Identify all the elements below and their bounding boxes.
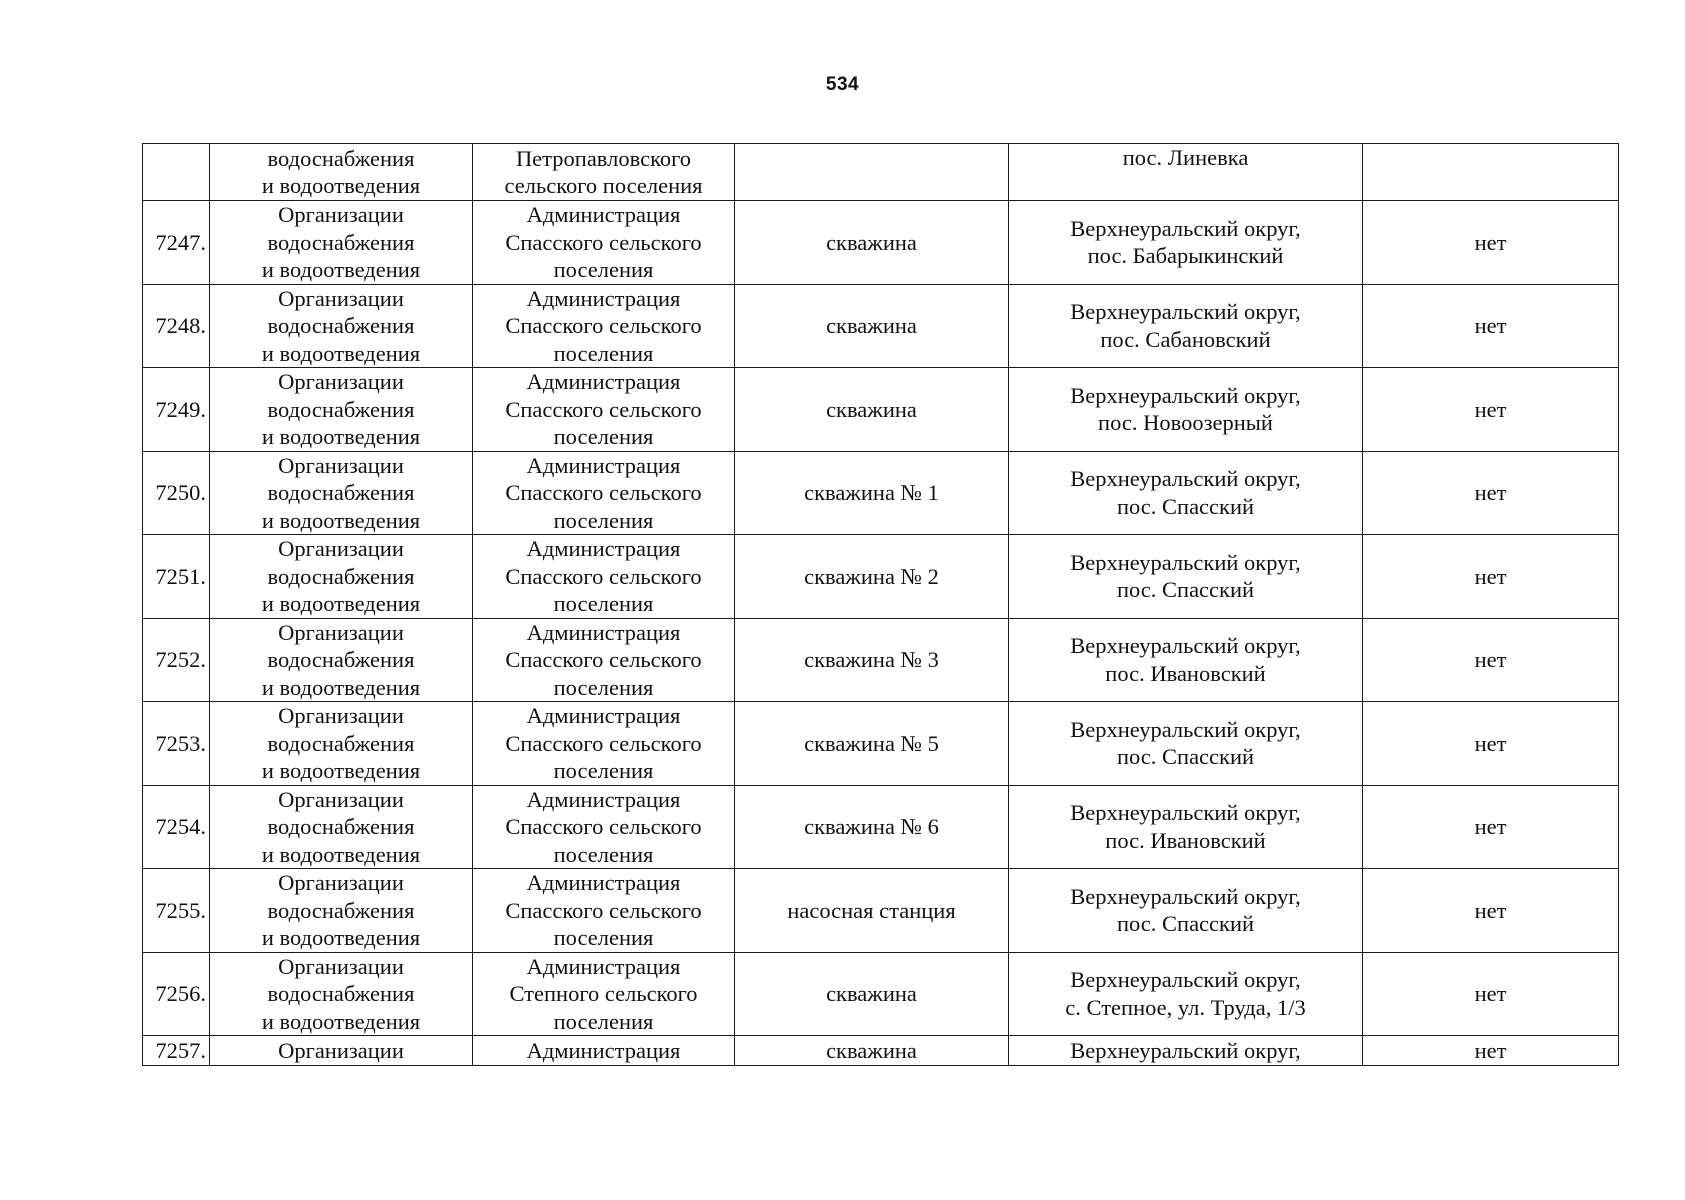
owner-cell — [473, 702, 735, 786]
table-row — [143, 368, 1619, 452]
owner-text: Администрация Спасского сельского поселения — [505, 536, 702, 616]
owner-cell — [473, 535, 735, 619]
organization-type-cell — [210, 952, 473, 1036]
row-number-cell: 7256. — [143, 952, 210, 1036]
owner-cell — [473, 869, 735, 953]
owner-cell — [473, 451, 735, 535]
flag-cell: нет — [1363, 785, 1619, 869]
row-number-cell — [143, 144, 210, 201]
page-number: 534 — [825, 74, 860, 95]
location-text: пос. Линевка — [1122, 145, 1249, 170]
location-cell — [1009, 1036, 1363, 1066]
owner-text: Администрация Спасского сельского поселения — [505, 285, 702, 366]
organization-type-cell — [210, 618, 473, 702]
organization-type-cell — [210, 702, 473, 786]
location-cell — [1009, 451, 1363, 535]
row-number-cell: 7249. — [143, 368, 210, 452]
row-number-cell: 7248. — [143, 284, 210, 368]
table-row — [143, 535, 1619, 619]
object-cell — [735, 144, 1009, 201]
flag-cell: нет — [1363, 368, 1619, 452]
registry-table — [142, 143, 1619, 1066]
table-row — [143, 451, 1619, 535]
row-number-cell: 7253. — [143, 702, 210, 786]
organization-type-cell — [210, 535, 473, 619]
flag-cell: нет — [1363, 702, 1619, 786]
owner-cell — [473, 618, 735, 702]
location-text: Верхнеуральский округ, пос. Сабановский — [1070, 299, 1301, 352]
owner-cell — [473, 785, 735, 869]
flag-cell — [1363, 144, 1619, 201]
table-row — [143, 785, 1619, 869]
object-cell: скважина № 6 — [735, 785, 1009, 869]
owner-text: Администрация Спасского сельского поселения — [505, 202, 702, 282]
table-row-partial — [143, 1036, 1619, 1066]
flag-cell: нет — [1363, 618, 1619, 702]
object-cell: насосная станция — [735, 869, 1009, 953]
location-cell — [1009, 702, 1363, 786]
object-cell: скважина — [735, 201, 1009, 285]
organization-type-text: Организации водоснабжения и водоотведения — [261, 953, 421, 1034]
location-text: Верхнеуральский округ, с. Степное, ул. Труда, 1/3 — [1065, 967, 1306, 1020]
organization-type-text: Организации водоснабжения и водоотведения — [261, 703, 421, 783]
location-cell — [1009, 535, 1363, 619]
owner-text: Администрация Степного сельского поселения — [509, 953, 698, 1034]
owner-cell — [473, 201, 735, 285]
organization-type-text: Организации водоснабжения и водоотведения — [261, 870, 421, 950]
flag-cell: нет — [1363, 869, 1619, 953]
owner-text: Администрация — [526, 1038, 681, 1063]
flag-cell: нет — [1363, 284, 1619, 368]
flag-cell: нет — [1363, 201, 1619, 285]
organization-type-cell — [210, 1036, 473, 1066]
table-row — [143, 869, 1619, 953]
organization-type-cell — [210, 869, 473, 953]
organization-type-text: Организации водоснабжения и водоотведения — [261, 285, 421, 366]
flag-cell: нет — [1363, 451, 1619, 535]
organization-type-text: Организации водоснабжения и водоотведения — [261, 202, 421, 282]
object-cell: скважина — [735, 1036, 1009, 1066]
table-row — [143, 952, 1619, 1036]
location-text: Верхнеуральский округ, пос. Ивановский — [1070, 800, 1301, 853]
location-text: Верхнеуральский округ, — [1070, 1038, 1301, 1063]
table-row — [143, 284, 1619, 368]
location-cell — [1009, 144, 1363, 201]
owner-text: Администрация Спасского сельского поселения — [505, 369, 702, 449]
owner-cell — [473, 144, 735, 201]
owner-text: Петропавловского сельского поселения — [504, 145, 703, 198]
location-text: Верхнеуральский округ, пос. Ивановский — [1070, 633, 1301, 686]
organization-type-cell — [210, 785, 473, 869]
organization-type-text: Организации — [278, 1038, 404, 1063]
flag-cell: нет — [1363, 535, 1619, 619]
row-number-cell: 7254. — [143, 785, 210, 869]
organization-type-cell — [210, 368, 473, 452]
row-number-cell: 7250. — [143, 451, 210, 535]
location-text: Верхнеуральский округ, пос. Спасский — [1070, 883, 1301, 937]
object-cell: скважина — [735, 952, 1009, 1036]
row-number-cell: 7257. — [143, 1036, 210, 1066]
owner-cell — [473, 284, 735, 368]
registry-table-body — [143, 144, 1619, 1066]
flag-cell: нет — [1363, 952, 1619, 1036]
organization-type-text: Организации водоснабжения и водоотведения — [261, 536, 421, 616]
row-number-cell: 7252. — [143, 618, 210, 702]
object-cell: скважина — [735, 368, 1009, 452]
location-cell — [1009, 618, 1363, 702]
object-cell: скважина № 1 — [735, 451, 1009, 535]
location-text: Верхнеуральский округ, пос. Бабарыкинский — [1070, 215, 1301, 269]
organization-type-text: водоснабжения и водоотведения — [261, 145, 421, 198]
location-text: Верхнеуральский округ, пос. Спасский — [1070, 716, 1301, 770]
organization-type-text: Организации водоснабжения и водоотведения — [261, 786, 421, 867]
organization-type-cell — [210, 451, 473, 535]
table-row — [143, 618, 1619, 702]
location-text: Верхнеуральский округ, пос. Спасский — [1070, 466, 1301, 519]
owner-cell — [473, 368, 735, 452]
location-cell — [1009, 952, 1363, 1036]
owner-text: Администрация Спасского сельского поселения — [505, 619, 702, 700]
object-cell: скважина № 2 — [735, 535, 1009, 619]
location-text: Верхнеуральский округ, пос. Спасский — [1070, 549, 1301, 603]
row-number-cell: 7247. — [143, 201, 210, 285]
owner-text: Администрация Спасского сельского поселения — [505, 786, 702, 867]
organization-type-text: Организации водоснабжения и водоотведения — [261, 369, 421, 449]
location-cell — [1009, 368, 1363, 452]
organization-type-cell — [210, 201, 473, 285]
location-cell — [1009, 284, 1363, 368]
location-cell — [1009, 201, 1363, 285]
owner-text: Администрация Спасского сельского поселения — [505, 870, 702, 950]
object-cell: скважина № 5 — [735, 702, 1009, 786]
object-cell: скважина — [735, 284, 1009, 368]
organization-type-cell — [210, 144, 473, 201]
continuation-row — [143, 144, 1619, 201]
organization-type-cell — [210, 284, 473, 368]
location-text: Верхнеуральский округ, пос. Новоозерный — [1070, 382, 1301, 436]
owner-cell — [473, 952, 735, 1036]
location-cell — [1009, 869, 1363, 953]
row-number-cell: 7251. — [143, 535, 210, 619]
object-cell: скважина № 3 — [735, 618, 1009, 702]
owner-text: Администрация Спасского сельского поселения — [505, 452, 702, 533]
organization-type-text: Организации водоснабжения и водоотведения — [261, 619, 421, 700]
table-row — [143, 702, 1619, 786]
row-number-cell: 7255. — [143, 869, 210, 953]
flag-cell: нет — [1363, 1036, 1619, 1066]
location-cell — [1009, 785, 1363, 869]
owner-cell — [473, 1036, 735, 1066]
organization-type-text: Организации водоснабжения и водоотведения — [261, 452, 421, 533]
owner-text: Администрация Спасского сельского поселения — [505, 703, 702, 783]
table-row — [143, 201, 1619, 285]
